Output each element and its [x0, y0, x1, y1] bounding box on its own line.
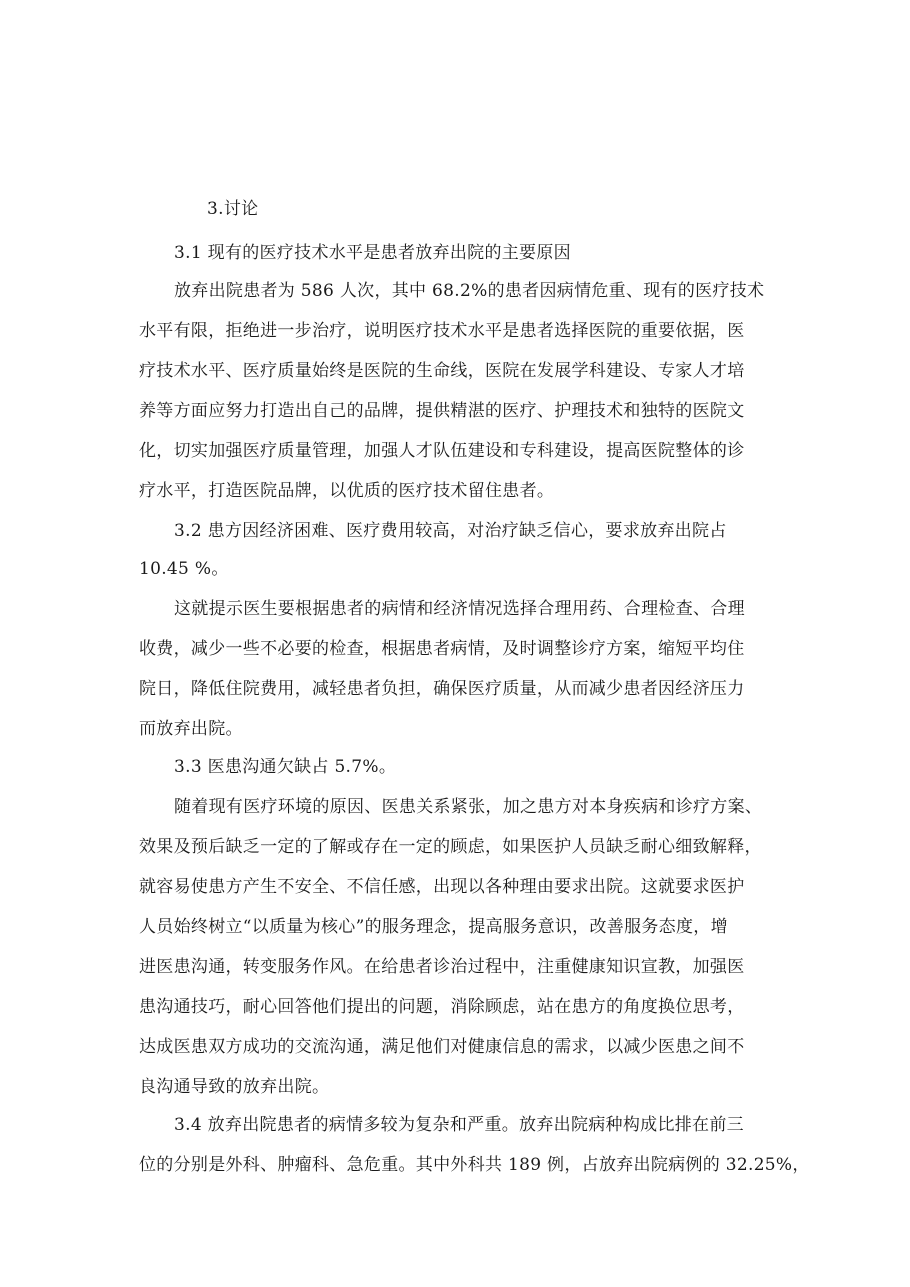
- paragraph-line: 进医患沟通，转变服务作风。在给患者诊治过程中，注重健康知识宣教，加强医: [139, 957, 745, 977]
- paragraph-line: 良沟通导致的放弃出院。: [139, 1077, 330, 1097]
- paragraph-line: 达成医患双方成功的交流沟通，满足他们对健康信息的需求，以减少医患之间不: [139, 1037, 745, 1057]
- paragraph-line: 疗技术水平、医疗质量始终是医院的生命线，医院在发展学科建设、专家人才培: [139, 361, 745, 381]
- paragraph-line: 而放弃出院。: [139, 719, 243, 739]
- paragraph-line: 养等方面应努力打造出自己的品牌，提供精湛的医疗、护理技术和独特的医院文: [139, 401, 745, 421]
- paragraph-line: 收费，减少一些不必要的检查，根据患者病情，及时调整诊疗方案，缩短平均住: [139, 639, 745, 659]
- subsection-3-3-title: 3.3 医患沟通欠缺占 5.7%。: [174, 757, 397, 777]
- paragraph-line: 水平有限，拒绝进一步治疗，说明医疗技术水平是患者选择医院的重要依据，医: [139, 321, 745, 341]
- section-heading: 3.讨论: [207, 199, 259, 219]
- paragraph-line: 随着现有医疗环境的原因、医患关系紧张，加之患方对本身疾病和诊疗方案、: [174, 797, 763, 817]
- paragraph-line: 效果及预后缺乏一定的了解或存在一定的顾虑，如果医护人员缺乏耐心细致解释，: [139, 837, 762, 857]
- paragraph-line: 化，切实加强医疗质量管理，加强人才队伍建设和专科建设，提高医院整体的诊: [139, 441, 745, 461]
- paragraph-line: 位的分别是外科、肿瘤科、急危重。其中外科共 189 例，占放弃出院病例的 32.25%，: [139, 1155, 810, 1175]
- paragraph-line: 这就提示医生要根据患者的病情和经济情况选择合理用药、合理检查、合理: [174, 599, 745, 619]
- paragraph-line: 患沟通技巧，耐心回答他们提出的问题，消除顾虑，站在患方的角度换位思考，: [139, 997, 745, 1017]
- paragraph-line: 放弃出院患者为 586 人次，其中 68.2%的患者因病情危重、现有的医疗技术: [174, 281, 765, 301]
- subsection-3-4-title: 3.4 放弃出院患者的病情多较为复杂和严重。放弃出院病种构成比排在前三: [174, 1115, 744, 1135]
- paragraph-line: 就容易使患方产生不安全、不信任感，出现以各种理由要求出院。这就要求医护: [139, 877, 745, 897]
- paragraph-line: 院日，降低住院费用，减轻患者负担，确保医疗质量，从而减少患者因经济压力: [139, 679, 745, 699]
- subsection-3-2-title: 3.2 患方因经济困难、医疗费用较高，对治疗缺乏信心，要求放弃出院占: [174, 521, 727, 541]
- paragraph-line: 10.45 %。: [139, 559, 229, 579]
- paragraph-line: 人员始终树立“以质量为核心”的服务理念，提高服务意识，改善服务态度，增: [139, 917, 728, 937]
- paragraph-line: 疗水平，打造医院品牌，以优质的医疗技术留住患者。: [139, 481, 555, 501]
- subsection-3-1-title: 3.1 现有的医疗技术水平是患者放弃出院的主要原因: [174, 243, 571, 263]
